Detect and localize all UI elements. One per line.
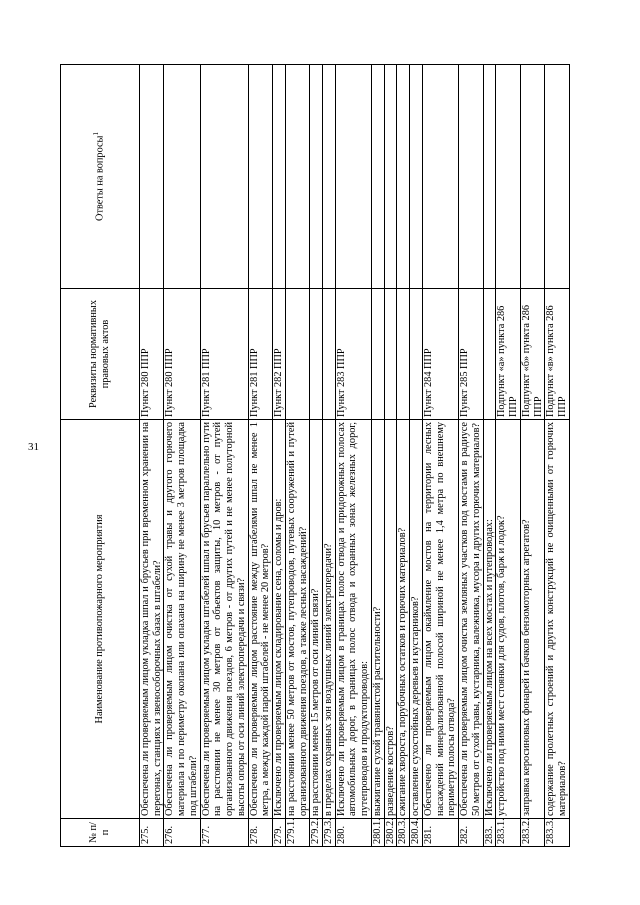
header-answers-text: Ответы на вопросы [94,135,106,221]
row-answer[interactable] [496,65,520,289]
row-requisite: Пункт 280 ППР [164,289,200,420]
table-row [422,65,458,847]
row-answer[interactable] [384,65,397,289]
row-requisite: Пункт 282 ППР [273,289,286,420]
row-requisite [397,289,410,420]
row-answer[interactable] [422,65,458,289]
row-text: оставление сухостойных деревьев и кустарников? [410,420,423,819]
row-answer[interactable] [200,65,248,289]
row-answer[interactable] [310,65,323,289]
table-row [496,65,520,847]
row-requisite [371,289,384,420]
row-number: 283.3. [545,819,569,847]
row-requisite: Пункт 281 ППР [248,289,272,420]
row-requisite: Подпункт «а» пункта 286 ППР [496,289,520,420]
row-answer[interactable] [140,65,164,289]
row-requisite [410,289,423,420]
row-requisite: Пункт 284 ППР [422,289,458,420]
table-row [164,65,200,847]
row-number: 279.3. [323,819,336,847]
footnote-marker: 1 [92,132,101,136]
table-row [483,65,496,847]
row-number: 280.2. [384,819,397,847]
row-number: 281. [422,819,458,847]
row-answer[interactable] [248,65,272,289]
header-requisites: Реквизиты нормативных правовых актов [61,289,140,420]
row-number: 279.2. [310,819,323,847]
row-number: 280.4. [410,819,423,847]
table-row [285,65,309,847]
header-answers [61,65,140,289]
row-requisite: Пункт 280 ППР [140,289,164,420]
row-number: 283.2. [520,819,544,847]
row-number: 277. [200,819,248,847]
row-requisite [310,289,323,420]
row-answer[interactable] [323,65,336,289]
row-requisite [384,289,397,420]
row-number: 282. [459,819,483,847]
row-number: 276. [164,819,200,847]
row-text: Исключено ли проверяемым лицом складирование сена, соломы и дров: [273,420,286,819]
row-text: Обеспечена ли проверяемым лицом очистка земляных участков под мостами в радиусе 50 метров от сухой травы, кустарника, валежника, мусора и других горючих материалов? [459,420,483,819]
table-row [273,65,286,847]
row-answer[interactable] [371,65,384,289]
row-text: устройство под ними мест стоянки для судов, плотов, барж и лодок? [496,420,520,819]
row-text: на расстоянии менее 15 метров от оси линий связи? [310,420,323,819]
row-number: 275. [140,819,164,847]
row-number: 283. [483,819,496,847]
row-number: 280.1. [371,819,384,847]
row-requisite: Подпункт «в» пункта 286 ППР [545,289,569,420]
table-row [323,65,336,847]
row-text: Обеспечено ли проверяемым лицом окаймление мостов на территории лесных насаждений минерализованной полосой шириной не менее 1,4 метра по внешнему периметру полосы отвода? [422,420,458,819]
table-header [61,65,140,847]
fire-safety-table [60,64,570,847]
row-answer[interactable] [164,65,200,289]
table-row [545,65,569,847]
table-row [200,65,248,847]
row-requisite: Подпункт «б» пункта 286 ППР [520,289,544,420]
row-text: содержание пролетных строений и других конструкций не очищенными от горючих материалов? [545,420,569,819]
row-answer[interactable] [273,65,286,289]
row-answer[interactable] [545,65,569,289]
row-answer[interactable] [459,65,483,289]
row-number: 279.1. [285,819,309,847]
table-row [371,65,384,847]
table-row [459,65,483,847]
row-number: 283.1. [496,819,520,847]
row-text: Исключено ли проверяемым лицом на всех мостах и путепроводах: [483,420,496,819]
row-number: 278. [248,819,272,847]
table-row [140,65,164,847]
row-text: заправка керосиновых фонарей и бачков бензомоторных агрегатов? [520,420,544,819]
header-name: Наименование противопожарного мероприятия [61,420,140,819]
row-number: 280.3. [397,819,410,847]
row-text: сжигание хвороста, порубочных остатков и горючих материалов? [397,420,410,819]
row-answer[interactable] [483,65,496,289]
row-text: Исключено ли проверяемым лицом в границах полос отвода и придорожных полосах автомобильных дорог, в границах полос отвода и охранных зонах железных дорог, путепроводов и продуктопроводов: [335,420,371,819]
row-requisite: Пункт 281 ППР [200,289,248,420]
row-answer[interactable] [520,65,544,289]
row-number: 280. [335,819,371,847]
table-row [397,65,410,847]
table-row [410,65,423,847]
header-num: № п/п [61,819,140,847]
row-text: выжигание сухой травянистой растительности? [371,420,384,819]
table-row [248,65,272,847]
row-text: Обеспечено ли проверяемым лицом расстояние между штабелями шпал не менее 1 метра, а между каждой парой штабелей - не менее 20 метров? [248,420,272,819]
row-requisite [483,289,496,420]
row-requisite [323,289,336,420]
rotated-page [60,65,635,847]
row-text: на расстоянии менее 50 метров от мостов, путепроводов, путевых сооружений и путей организованного движения поездов, а также лесных насаждений? [285,420,309,819]
row-number: 279. [273,819,286,847]
row-text: Обеспечена ли проверяемым лицом укладка шпал и брусьев при временном хранении на перегонах, станциях и звенособорочных базах в штабели? [140,420,164,819]
row-requisite [285,289,309,420]
table-row [310,65,323,847]
table-row [384,65,397,847]
row-answer[interactable] [397,65,410,289]
row-answer[interactable] [410,65,423,289]
row-requisite: Пункт 283 ППР [335,289,371,420]
table-row [520,65,544,847]
table-row [335,65,371,847]
row-text: разведение костров? [384,420,397,819]
row-requisite: Пункт 285 ППР [459,289,483,420]
page-number: 31 [28,441,39,453]
row-answer[interactable] [335,65,371,289]
row-answer[interactable] [285,65,309,289]
row-text: в пределах охранных зон воздушных линий электропередачи? [323,420,336,819]
row-text: Обеспечена ли проверяемым лицом очистка от сухой травы и другого горючего материала и по периметру окопана или опахана на ширину не менее 3 метров площадка под штабели? [164,420,200,819]
row-text: Обеспечена ли проверяемым лицом укладка штабелей шпал и брусьев параллельно пути на расстоянии не менее 30 метров от объектов защиты, 10 метров - от путей организованного движения поездов, 6 метров - от других путей и не менее полуторной высоты опоры от оси линий электропередачи и связи? [200,420,248,819]
